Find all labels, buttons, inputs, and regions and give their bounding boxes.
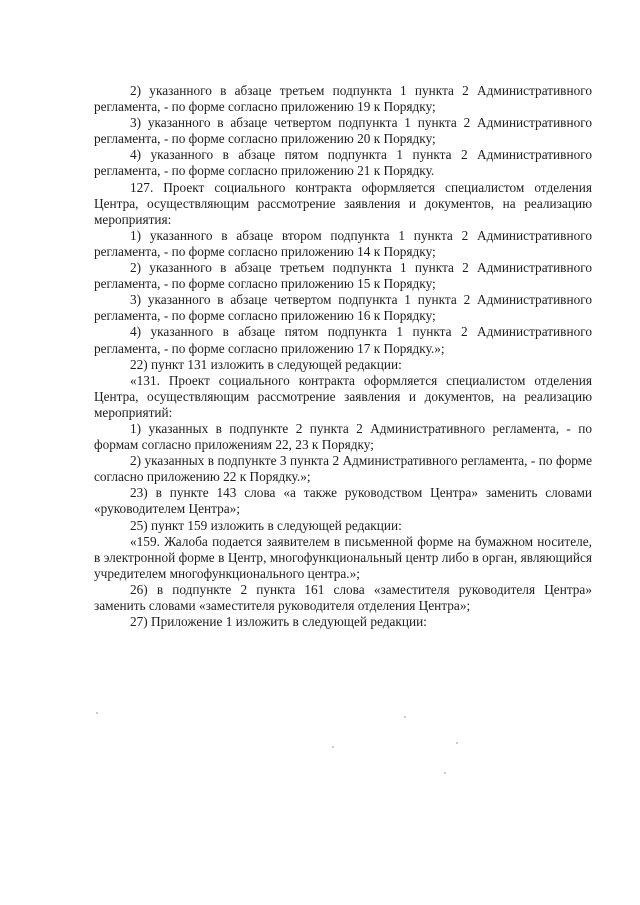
paragraph-6: 2) указанного в абзаце третьем подпункта 1 пункта 2 Административного регламента, - по форме согласно приложению 15 к Порядку; <box>94 260 592 292</box>
paragraph-7: 3) указанного в абзаце четвертом подпункта 1 пункта 2 Административного регламента, - по форме согласно приложению 16 к Порядку; <box>94 292 592 324</box>
paragraph-13: 23) в пункте 143 слова «а также руководством Центра» заменить словами «руководителем Центра»; <box>94 485 592 517</box>
paragraph-2: 3) указанного в абзаце четвертом подпункта 1 пункта 2 Административного регламента, - по форме согласно приложению 20 к Порядку; <box>94 115 592 147</box>
paragraph-11: 1) указанных в подпункте 2 пункта 2 Административного регламента, - по формам согласно приложениям 22, 23 к Порядку; <box>94 420 592 453</box>
paragraph-5: 1) указанного в абзаце втором подпункта 1 пункта 2 Административного регламента, - по форме согласно приложению 14 к Порядку; <box>94 227 592 259</box>
scan-speck <box>444 772 446 774</box>
paragraph-1: 2) указанного в абзаце третьем подпункта 1 пункта 2 Административного регламента, - по форме согласно приложению 19 к Порядку; <box>94 83 592 115</box>
scan-speck <box>332 746 334 748</box>
paragraph-16: 26) в подпункте 2 пункта 161 слова «заместителя руководителя Центра» заменить словами «заместителя руководителя отделения Центра»; <box>94 581 592 613</box>
paragraph-9: 22) пункт 131 изложить в следующей редакции: <box>130 356 402 372</box>
scan-speck <box>96 712 98 714</box>
scan-speck <box>404 716 406 718</box>
scan-speck <box>456 742 458 744</box>
paragraph-4: 127. Проект социального контракта оформляется специалистом отделения Центра, осуществляющим рассмотрение заявления и документов, на реализацию мероприятия: <box>94 179 592 227</box>
paragraph-10: «131. Проект социального контракта оформляется специалистом отделения Центра, осуществляющим рассмотрение заявления и документов, на реализацию мероприятий: <box>94 372 592 420</box>
paragraph-3: 4) указанного в абзаце пятом подпункта 1 пункта 2 Административного регламента, - по форме согласно приложению 21 к Порядку. <box>94 147 592 179</box>
paragraph-12: 2) указанных в подпункте 3 пункта 2 Административного регламента, - по форме согласно приложению 22 к Порядку.»; <box>94 453 592 485</box>
paragraph-8: 4) указанного в абзаце пятом подпункта 1 пункта 2 Административного регламента, - по форме согласно приложению 17 к Порядку.»; <box>94 324 592 356</box>
paragraph-17: 27) Приложение 1 изложить в следующей редакции: <box>130 614 427 630</box>
document-body <box>94 83 592 630</box>
paragraph-15: «159. Жалоба подается заявителем в письменной форме на бумажном носителе, в электронной форме в Центр, многофункциональный центр либо в орган, являющийся учредителем многофункционального центра.»; <box>94 533 592 581</box>
paragraph-14: 25) пункт 159 изложить в следующей редакции: <box>130 517 402 533</box>
